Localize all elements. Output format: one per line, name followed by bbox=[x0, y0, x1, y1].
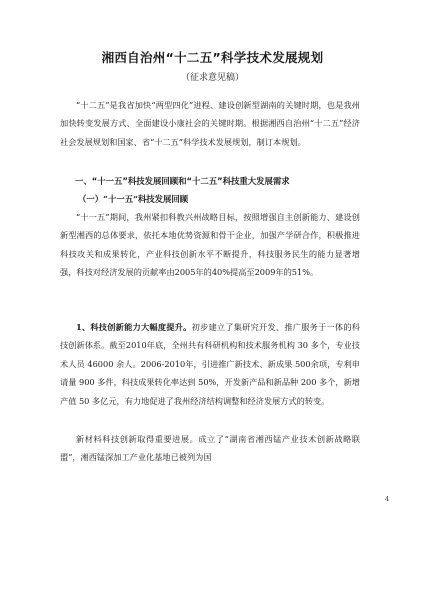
innovation-body: 初步建立了集研究开发、推广服务于一体的科技创新体系。截至2010年底，全州共有科研机构和技术服务机构 30 多个，专业技术人员 46000 余人。2006-2010年，引进推广新技术、新成果 500余项，专利申请量 900 多件，科技成果转化率达到 50%，开发新产品和新品种 200 多个，新增产值 50 多亿元，有力地促进了我州经济结构调整和经济发展方式的转变。 bbox=[60, 322, 360, 406]
document-title: 湘西自治州“十二五”科学技术发展规划 bbox=[101, 50, 324, 65]
page-number: 4 bbox=[385, 495, 390, 503]
materials-paragraph: 新材料科技创新取得重要进展。成立了“湖南省湘西锰产业技术创新战略联盟”，湘西锰深加工产业化基地已被列为国 bbox=[60, 434, 360, 463]
intro-paragraph: “十二五”是我省加快“两型四化”进程、建设创新型湖南的关键时期，也是我州加快转变发展方式、全面建设小康社会的关键时期。根据湘西自治州“十二五”经济社会发展规划和国家、省“十二五”科学技术发展规划，制订本规划。 bbox=[60, 100, 360, 147]
section-heading-2: （一）“十一五”科技发展回顾 bbox=[78, 194, 189, 204]
section-heading-1: 一、“十一五”科技发展回顾和“十二五”科技重大发展需求 bbox=[75, 176, 290, 186]
document-subtitle: （征求意见稿） bbox=[180, 73, 244, 83]
innovation-lead: 1、科技创新能力大幅度提升。 bbox=[76, 322, 192, 332]
review-paragraph: “十一五”期间，我州紧扣科教兴州战略目标，按照增强自主创新能力、建设创新型湘西的总体要求，依托本地优势资源和骨干企业，加强产学研合作，积极推进科技攻关和成果转化，产业科技创新水平不断提升，科技服务民生的能力显著增强，科技对经济发展的贡献率由2005年的40%提高至2009年的51%。 bbox=[60, 212, 360, 278]
innovation-paragraph bbox=[60, 318, 360, 410]
